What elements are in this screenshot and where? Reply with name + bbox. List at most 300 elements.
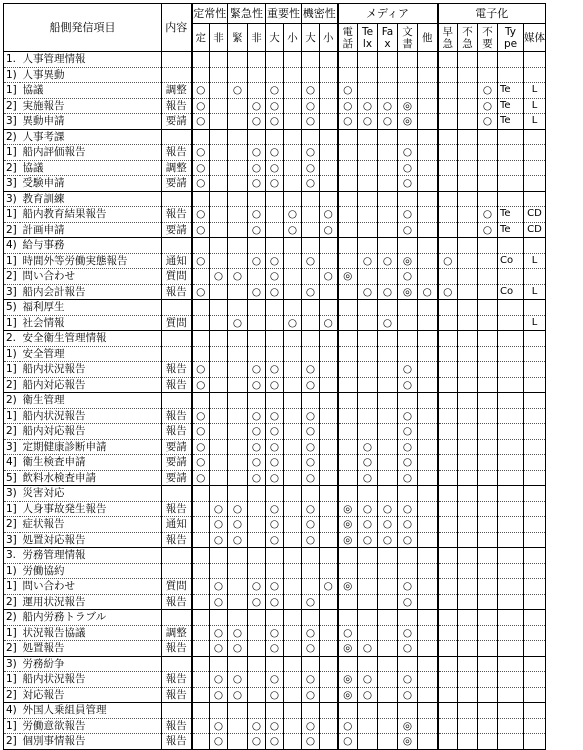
row-mark: [192, 346, 210, 362]
row-mark: ○: [302, 284, 320, 300]
row-mark: ○: [302, 687, 320, 703]
row-mark: [358, 238, 378, 254]
row-mark: ○: [192, 253, 210, 269]
row-mark: [358, 579, 378, 595]
row-number: 1]: [4, 145, 20, 161]
row-mark: ◎: [338, 517, 358, 533]
row-mark: [320, 610, 338, 626]
row-mark: [228, 656, 248, 672]
row-medium: [524, 532, 546, 548]
table-row: [4, 315, 546, 331]
row-mark: [358, 269, 378, 285]
row-item: 船内対応報告: [20, 424, 162, 440]
row-mark: [228, 114, 248, 130]
row-number: 1]: [4, 362, 20, 378]
row-mark: ○: [248, 408, 266, 424]
row-mark: [418, 362, 438, 378]
row-content: 報告: [162, 501, 192, 517]
row-mark: [358, 718, 378, 734]
row-mark: [418, 641, 438, 657]
row-mark: ○: [302, 517, 320, 533]
row-mark: [228, 346, 248, 362]
row-mark: [438, 362, 458, 378]
row-type: [498, 191, 524, 207]
table-row: [4, 160, 546, 176]
row-mark: [418, 191, 438, 207]
row-mark: [338, 486, 358, 502]
row-number: 2): [4, 610, 20, 626]
row-mark: ◎: [338, 641, 358, 657]
row-mark: [248, 346, 266, 362]
row-mark: ○: [378, 114, 398, 130]
row-mark: [418, 517, 438, 533]
row-mark: [438, 238, 458, 254]
row-mark: [458, 641, 478, 657]
row-mark: [228, 331, 248, 347]
row-type: Te: [498, 222, 524, 238]
row-number: 4]: [4, 455, 20, 471]
row-medium: [524, 517, 546, 533]
row-mark: [378, 672, 398, 688]
row-mark: ○: [478, 207, 498, 223]
sub-elec-2: 不要: [478, 24, 498, 52]
row-mark: ◎: [338, 579, 358, 595]
row-mark: ○: [266, 145, 284, 161]
row-mark: [478, 300, 498, 316]
row-content: 報告: [162, 734, 192, 750]
row-mark: [438, 501, 458, 517]
table-row: [4, 579, 546, 595]
row-mark: [418, 269, 438, 285]
row-item: 時間外等労働実態報告: [20, 253, 162, 269]
row-mark: [378, 579, 398, 595]
row-mark: ○: [378, 284, 398, 300]
row-mark: ○: [302, 377, 320, 393]
row-mark: [284, 548, 302, 564]
row-mark: [338, 67, 358, 83]
row-number: 1]: [4, 408, 20, 424]
row-content: 要請: [162, 455, 192, 471]
row-mark: ○: [266, 424, 284, 440]
row-mark: ○: [266, 377, 284, 393]
row-mark: ○: [192, 439, 210, 455]
row-mark: [378, 439, 398, 455]
row-type: [498, 393, 524, 409]
row-medium: [524, 610, 546, 626]
row-mark: [210, 176, 228, 192]
row-content: [162, 129, 192, 145]
row-content: [162, 52, 192, 68]
row-content: [162, 393, 192, 409]
header-item: 船側発信項目: [4, 4, 162, 52]
row-mark: [320, 687, 338, 703]
row-mark: [418, 176, 438, 192]
row-medium: [524, 594, 546, 610]
row-number: 2): [4, 393, 20, 409]
row-mark: ○: [302, 718, 320, 734]
row-type: [498, 238, 524, 254]
row-mark: ○: [192, 160, 210, 176]
row-mark: [358, 315, 378, 331]
row-mark: [210, 207, 228, 223]
row-mark: [248, 501, 266, 517]
row-mark: ○: [338, 114, 358, 130]
row-mark: ○: [210, 625, 228, 641]
row-mark: [458, 579, 478, 595]
row-mark: [210, 315, 228, 331]
row-mark: [418, 253, 438, 269]
row-mark: ○: [302, 470, 320, 486]
row-mark: [378, 393, 398, 409]
row-mark: [338, 284, 358, 300]
row-mark: [358, 362, 378, 378]
row-mark: [210, 52, 228, 68]
row-mark: ○: [398, 594, 418, 610]
row-type: [498, 563, 524, 579]
row-mark: [338, 207, 358, 223]
row-item: 実施報告: [20, 98, 162, 114]
row-mark: ○: [266, 253, 284, 269]
row-mark: [398, 191, 418, 207]
row-mark: [378, 687, 398, 703]
row-mark: [378, 408, 398, 424]
row-mark: ○: [248, 455, 266, 471]
row-mark: [458, 83, 478, 99]
row-mark: [398, 703, 418, 719]
row-mark: [284, 377, 302, 393]
sub-kinkyu-1: 非: [248, 24, 266, 52]
row-number: 5]: [4, 470, 20, 486]
row-mark: ○: [302, 83, 320, 99]
table-row: [4, 734, 546, 750]
row-item: 船内状況報告: [20, 362, 162, 378]
row-mark: [438, 52, 458, 68]
row-content: 報告: [162, 532, 192, 548]
row-medium: [524, 346, 546, 362]
row-mark: [228, 718, 248, 734]
row-item: 人事考課: [20, 129, 162, 145]
row-content: 報告: [162, 284, 192, 300]
row-mark: [284, 83, 302, 99]
table-row: [4, 594, 546, 610]
row-mark: [398, 656, 418, 672]
row-medium: CD: [524, 207, 546, 223]
row-mark: ○: [210, 517, 228, 533]
table-row: [4, 191, 546, 207]
sub-kimitsu-0: 大: [302, 24, 320, 52]
row-mark: [338, 656, 358, 672]
row-mark: ○: [302, 160, 320, 176]
header-elec: 電子化: [438, 4, 546, 24]
row-mark: ○: [378, 315, 398, 331]
row-type: [498, 532, 524, 548]
row-content: 要請: [162, 439, 192, 455]
row-mark: [438, 656, 458, 672]
row-content: 報告: [162, 718, 192, 734]
row-mark: [358, 656, 378, 672]
row-mark: [192, 517, 210, 533]
row-mark: ◎: [338, 532, 358, 548]
row-medium: [524, 377, 546, 393]
row-mark: [210, 486, 228, 502]
row-mark: [284, 687, 302, 703]
row-content: 報告: [162, 362, 192, 378]
row-mark: ○: [266, 532, 284, 548]
row-mark: [248, 687, 266, 703]
header-media: メディア: [338, 4, 438, 24]
row-item: 飲料水検査申請: [20, 470, 162, 486]
row-type: [498, 625, 524, 641]
row-mark: [284, 408, 302, 424]
row-mark: [338, 393, 358, 409]
row-mark: [358, 734, 378, 750]
row-mark: [266, 703, 284, 719]
row-mark: ○: [248, 470, 266, 486]
row-mark: ○: [398, 579, 418, 595]
row-medium: [524, 734, 546, 750]
row-mark: [320, 114, 338, 130]
row-mark: [358, 300, 378, 316]
table-row: [4, 501, 546, 517]
row-content: 報告: [162, 687, 192, 703]
row-mark: [438, 687, 458, 703]
row-mark: [248, 315, 266, 331]
row-medium: [524, 687, 546, 703]
row-mark: [210, 656, 228, 672]
row-mark: [210, 145, 228, 161]
row-item: 船内労務トラブル: [20, 610, 162, 626]
row-mark: [458, 315, 478, 331]
row-mark: ○: [398, 455, 418, 471]
row-mark: [458, 253, 478, 269]
row-mark: [438, 672, 458, 688]
row-mark: [320, 346, 338, 362]
row-number: 1]: [4, 207, 20, 223]
row-mark: [248, 703, 266, 719]
row-mark: [358, 408, 378, 424]
row-mark: [284, 160, 302, 176]
row-item: 船内対応報告: [20, 377, 162, 393]
row-number: 2.: [4, 331, 20, 347]
row-number: 1.: [4, 52, 20, 68]
row-mark: ○: [302, 145, 320, 161]
row-mark: [302, 207, 320, 223]
row-number: 2]: [4, 517, 20, 533]
row-mark: [248, 610, 266, 626]
row-type: [498, 377, 524, 393]
row-mark: ○: [302, 408, 320, 424]
row-medium: [524, 300, 546, 316]
row-number: 1]: [4, 579, 20, 595]
row-mark: [418, 703, 438, 719]
row-mark: [458, 284, 478, 300]
table-row: [4, 222, 546, 238]
row-mark: [284, 672, 302, 688]
row-mark: [418, 300, 438, 316]
row-mark: [248, 641, 266, 657]
row-mark: [478, 269, 498, 285]
row-content: 質問: [162, 269, 192, 285]
row-mark: [302, 129, 320, 145]
row-mark: [320, 331, 338, 347]
row-mark: [418, 114, 438, 130]
row-content: [162, 67, 192, 83]
row-mark: [458, 238, 478, 254]
row-mark: [398, 67, 418, 83]
sub-elec-1: 不急: [458, 24, 478, 52]
row-mark: ○: [398, 439, 418, 455]
row-mark: [284, 424, 302, 440]
row-content: [162, 610, 192, 626]
row-mark: ○: [302, 734, 320, 750]
row-mark: ○: [192, 176, 210, 192]
row-mark: [338, 703, 358, 719]
row-mark: [398, 346, 418, 362]
row-content: 要請: [162, 222, 192, 238]
row-mark: [438, 439, 458, 455]
row-mark: [320, 548, 338, 564]
row-mark: ○: [248, 734, 266, 750]
row-mark: ○: [302, 455, 320, 471]
row-mark: [248, 548, 266, 564]
row-type: Te: [498, 207, 524, 223]
row-content: [162, 300, 192, 316]
row-mark: ○: [266, 269, 284, 285]
row-mark: [284, 563, 302, 579]
row-mark: [192, 238, 210, 254]
row-content: 報告: [162, 145, 192, 161]
row-mark: [338, 594, 358, 610]
row-item: 計画申請: [20, 222, 162, 238]
table-row: [4, 625, 546, 641]
row-mark: ○: [398, 377, 418, 393]
row-mark: [418, 393, 438, 409]
row-mark: [192, 734, 210, 750]
row-mark: [378, 300, 398, 316]
row-mark: [418, 207, 438, 223]
row-type: [498, 52, 524, 68]
row-mark: [248, 331, 266, 347]
row-mark: ○: [266, 284, 284, 300]
row-medium: [524, 393, 546, 409]
row-mark: [266, 52, 284, 68]
row-number: 1]: [4, 83, 20, 99]
row-mark: [228, 362, 248, 378]
sub-teijo-1: 非: [210, 24, 228, 52]
row-mark: [418, 610, 438, 626]
row-mark: [438, 610, 458, 626]
row-mark: [418, 486, 438, 502]
row-mark: [192, 191, 210, 207]
row-medium: [524, 470, 546, 486]
table-row: [4, 641, 546, 657]
row-type: Te: [498, 98, 524, 114]
row-mark: ○: [248, 222, 266, 238]
row-mark: [228, 238, 248, 254]
row-mark: [320, 408, 338, 424]
table-row: [4, 703, 546, 719]
row-mark: [478, 594, 498, 610]
row-mark: [320, 129, 338, 145]
row-number: 3): [4, 486, 20, 502]
row-mark: [284, 703, 302, 719]
row-medium: [524, 129, 546, 145]
row-mark: [358, 377, 378, 393]
row-mark: [266, 610, 284, 626]
row-medium: [524, 362, 546, 378]
row-mark: [320, 470, 338, 486]
row-mark: [210, 160, 228, 176]
row-mark: ○: [338, 625, 358, 641]
table-row: [4, 145, 546, 161]
row-mark: [192, 610, 210, 626]
table-row: [4, 362, 546, 378]
row-type: [498, 176, 524, 192]
row-mark: [284, 594, 302, 610]
row-type: [498, 439, 524, 455]
row-mark: [338, 331, 358, 347]
row-mark: [338, 455, 358, 471]
row-mark: ○: [210, 501, 228, 517]
row-mark: [266, 486, 284, 502]
table-row: [4, 129, 546, 145]
row-mark: [210, 222, 228, 238]
row-medium: [524, 455, 546, 471]
row-mark: [458, 734, 478, 750]
row-mark: ○: [302, 439, 320, 455]
row-number: 1): [4, 67, 20, 83]
row-mark: ○: [266, 594, 284, 610]
row-mark: [248, 672, 266, 688]
row-mark: [438, 517, 458, 533]
sub-elec-4: 媒体: [524, 24, 546, 52]
row-mark: [228, 455, 248, 471]
row-mark: [210, 114, 228, 130]
row-number: 1]: [4, 672, 20, 688]
header-group-juyo: 重要性: [266, 4, 302, 24]
row-mark: [210, 129, 228, 145]
row-mark: [398, 486, 418, 502]
row-mark: ○: [358, 114, 378, 130]
row-item: 受験申請: [20, 176, 162, 192]
table-row: [4, 672, 546, 688]
row-item: 船内評価報告: [20, 145, 162, 161]
row-mark: [210, 238, 228, 254]
row-mark: ○: [478, 83, 498, 99]
row-mark: [338, 300, 358, 316]
row-mark: [378, 207, 398, 223]
row-mark: [284, 191, 302, 207]
row-mark: [418, 52, 438, 68]
table-row: [4, 67, 546, 83]
row-mark: [320, 284, 338, 300]
row-mark: [192, 129, 210, 145]
row-mark: ○: [398, 176, 418, 192]
row-mark: ◎: [338, 501, 358, 517]
row-mark: [228, 470, 248, 486]
table-row: [4, 269, 546, 285]
row-number: 1]: [4, 501, 20, 517]
row-mark: [438, 563, 458, 579]
row-mark: [378, 424, 398, 440]
row-item: 状況報告協議: [20, 625, 162, 641]
row-mark: [378, 656, 398, 672]
row-mark: ○: [358, 98, 378, 114]
row-content: [162, 191, 192, 207]
row-mark: [266, 191, 284, 207]
row-mark: [284, 176, 302, 192]
row-mark: ○: [266, 114, 284, 130]
